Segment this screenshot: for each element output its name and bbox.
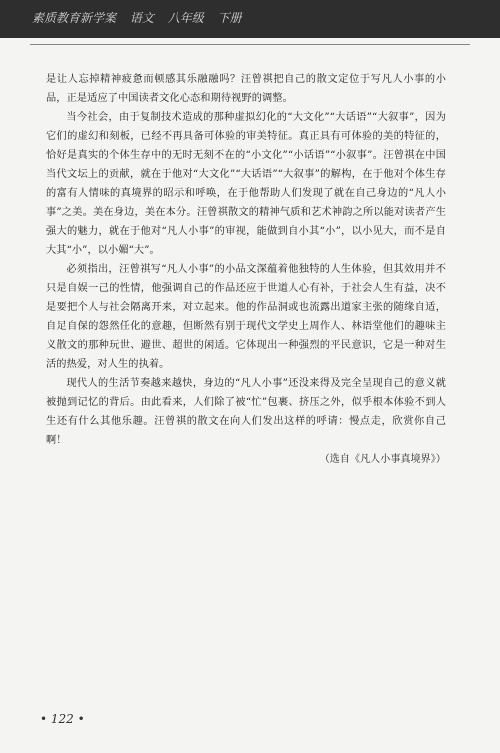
book-title: 素质教育新学案 xyxy=(32,11,117,25)
article-body xyxy=(46,70,446,469)
header-divider xyxy=(30,44,470,45)
header-title xyxy=(32,9,252,26)
source-citation: （选自《凡人小事真境界》） xyxy=(319,454,446,465)
volume-label: 下册 xyxy=(217,11,242,25)
paragraph-2: 当今社会，由于复制技术造成的那种虚拟幻化的“大文化”“大话语”“大叙事”，因为它们的虚幻和刻板，已经不再具备可体验的审美特征。真正具有可体验的美的特征的，恰好是真实的个体生存中的无时无刻不在的“小文化”“小话语”“小叙事”。汪曾祺在中国当代文坛上的贡献，就在于他对“大文化”“大话语”“大叙事”的解构，在于他对个体生存的富有人情味的真境界的昭示和呼唤，在于他帮助人们发现了就在自己身边的“凡人小事”之美。美在身边，美在本分。汪曾祺散文的精神气质和艺术神韵之所以能对读者产生强大的魅力，就在于他对“凡人小事”的审视，能做到自小其“小”，以小见大，而不是自大其“小”，以小媚“大”。 xyxy=(46,112,446,256)
page-header xyxy=(0,0,500,46)
paragraph-3: 必须指出，汪曾祺写“凡人小事”的小品文深蕴着他独特的人生体验，但其效用并不只是自娱一己的性情，他强调自己的作品还应于世道人心有补，于社会人生有益，决不是要把个人与社会隔离开来，对立起来。他的作品洞或也流露出道家主张的随缘自适，自足自保的怨然任化的意趣，但断然有别于现代文学史上周作人、林语堂他们的趣味主义散文的那种玩世、避世、超世的闲适。它体现出一种强烈的平民意识，它是一种对生活的热爱，对人生的执着。 xyxy=(46,264,446,370)
paragraph-4: 现代人的生活节奏越来越快，身边的“凡人小事”还没来得及完全呈现自己的意义就被抛到记忆的背后。由此看来，人们除了被“忙”包裹、挤压之外，似乎根本体验不到人生还有什么其他乐趣。汪曾祺的散文在向人们发出这样的呼请：慢点走，欣赏你自己啊！ xyxy=(46,378,446,446)
page-number: • 122 • xyxy=(40,712,85,726)
paragraph-1: 是让人忘掉精神疲惫而顿感其乐融融吗？汪曾祺把自己的散文定位于写凡人小事的小品，正是适应了中国读者文化心态和期待视野的调整。 xyxy=(46,74,446,104)
subject-label: 语文 xyxy=(129,11,154,25)
grade-label: 八年级 xyxy=(167,11,204,25)
